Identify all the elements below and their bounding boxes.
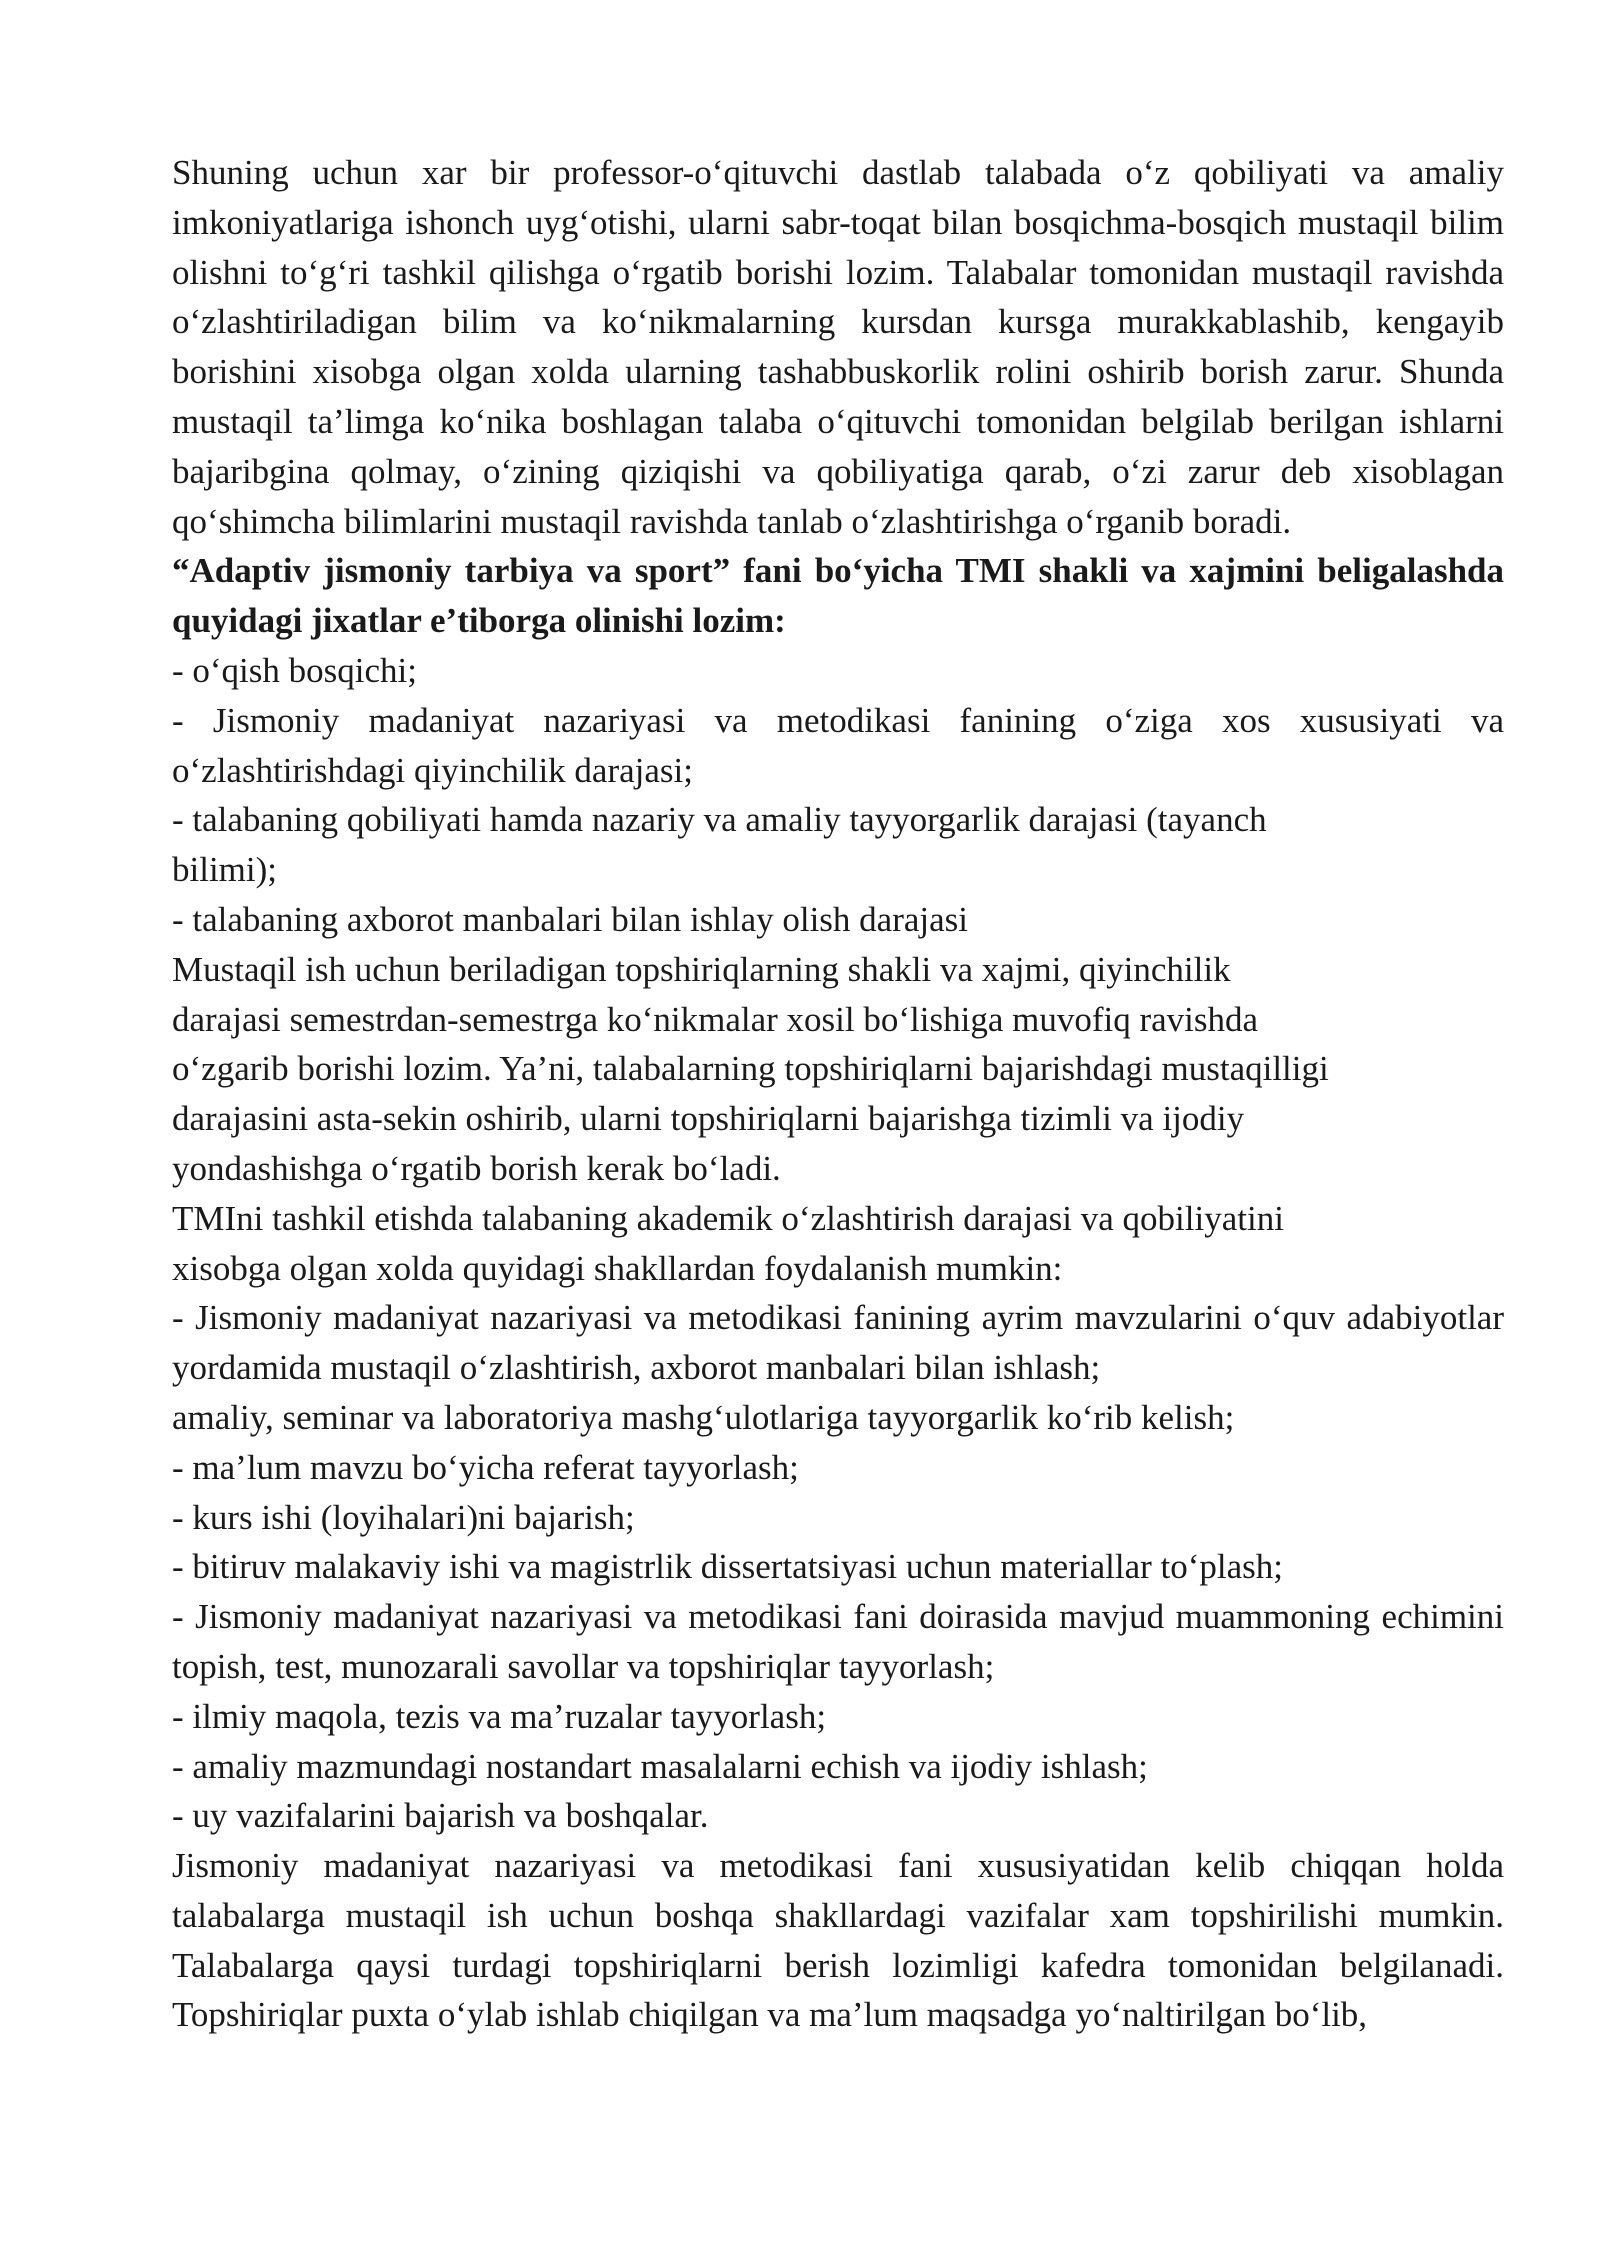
list-item: - Jismoniy madaniyat nazariyasi va metodikasi fanining ayrim mavzularini o‘quv adabiyotlar yordamida mustaqil o‘zlashtirish, axborot manbalari bilan ishlash; [172,1298,1504,1388]
list-item: amaliy, seminar va laboratoriya mashg‘ulotlariga tayyorgarlik ko‘rib kelish; [172,1397,1235,1437]
list-item: - ilmiy maqola, tezis va ma’ruzalar tayyorlash; [172,1696,827,1736]
list-item: - Jismoniy madaniyat nazariyasi va metodikasi fani doirasida mavjud muammoning echimini topish, test, munozarali savollar va topshiriqlar tayyorlash; [172,1597,1504,1686]
document-body [172,148,1504,2040]
text-line: darajasi semestrdan-semestrga ko‘nikmalar xosil bo‘lishiga muvofiq ravishda [172,999,1259,1039]
list-item: - bitiruv malakaviy ishi va magistrlik dissertatsiyasi uchun materiallar to‘plash; [172,1547,1283,1587]
text-line: Mustaqil ish uchun beriladigan topshiriqlarning shakli va xajmi, qiyinchilik [172,949,1231,989]
list-item [172,795,1504,895]
list-item: - ma’lum mavzu bo‘yicha referat tayyorlash; [172,1447,799,1487]
paragraph-forms [172,945,1504,1194]
list-item: - kurs ishi (loyihalari)ni bajarish; [172,1497,635,1537]
text-line: darajasini asta-sekin oshirib, ularni topshiriqlarni bajarishga tizimli va ijodiy [172,1099,1245,1139]
text-line: TMIni tashkil etishda talabaning akademik o‘zlashtirish darajasi va qobiliyatini [172,1198,1284,1238]
text-line: yondashishga o‘rgatib borish kerak bo‘ladi. [172,1148,781,1188]
list-item: - o‘qish bosqichi; [172,650,417,690]
list-item: - uy vazifalarini bajarish va boshqalar. [172,1796,709,1836]
text-line: bilimi); [172,850,277,890]
list-item: - amaliy mazmundagi nostandart masalalarni echish va ijodiy ishlash; [172,1746,1148,1786]
list-item: - Jismoniy madaniyat nazariyasi va metodikasi fanining o‘ziga xos xususiyati va o‘zlashtirishdagi qiyinchilik darajasi; [172,700,1504,790]
paragraph-intro: Shuning uchun xar bir professor-o‘qituvchi dastlab talabada o‘z qobiliyati va amaliy imkoniyatlariga ishonch uyg‘otishi, ularni sabr-toqat bilan bosqichma-bosqich mustaqil bilim olishni to‘g‘ri tashkil qilishga o‘rgatib borishi lozim. Talabalar tomonidan mustaqil ravishda o‘zlashtiriladigan bilim va ko‘nikmalarning kursdan kursga murakkablashib, kengayib borishini xisobga olgan xolda ularning tashabbuskorlik rolini oshirib borish zarur. Shunda mustaqil ta’limga ko‘nika boshlagan talaba o‘qituvchi tomonidan belgilab berilgan ishlarni bajaribgina qolmay, o‘zining qiziqishi va qobiliyatiga qarab, o‘zi zarur deb xisoblagan qo‘shimcha bilimlarini mustaqil ravishda tanlab o‘zlashtirishga o‘rganib boradi. [172,153,1504,541]
paragraph-tmi [172,1194,1504,1294]
text-line: o‘zgarib borishi lozim. Ya’ni, talabalarning topshiriqlarni bajarishdagi mustaqilligi [172,1049,1329,1089]
list-item: - talabaning axborot manbalari bilan ishlay olish darajasi [172,899,969,939]
paragraph-closing: Jismoniy madaniyat nazariyasi va metodikasi fani xususiyatidan kelib chiqqan holda talabalarga mustaqil ish uchun boshqa shakllardagi vazifalar xam topshirilishi mumkin. Talabalarga qaysi turdagi topshiriqlarni berish lozimligi kafedra tomonidan belgilanadi. Topshiriqlar puxta o‘ylab ishlab chiqilgan va ma’lum maqsadga yo‘naltirilgan bo‘lib, [172,1846,1504,2035]
text-line: - talabaning qobiliyati hamda nazariy va amaliy tayyorgarlik darajasi (tayanch [172,800,1267,840]
section-heading: “Adaptiv jismoniy tarbiya va sport” fani bo‘yicha TMI shakli va xajmini beligalashda quyidagi jixatlar e’tiborga olinishi lozim: [172,551,1504,641]
text-line: xisobga olgan xolda quyidagi shakllardan foydalanish mumkin: [172,1248,1063,1288]
